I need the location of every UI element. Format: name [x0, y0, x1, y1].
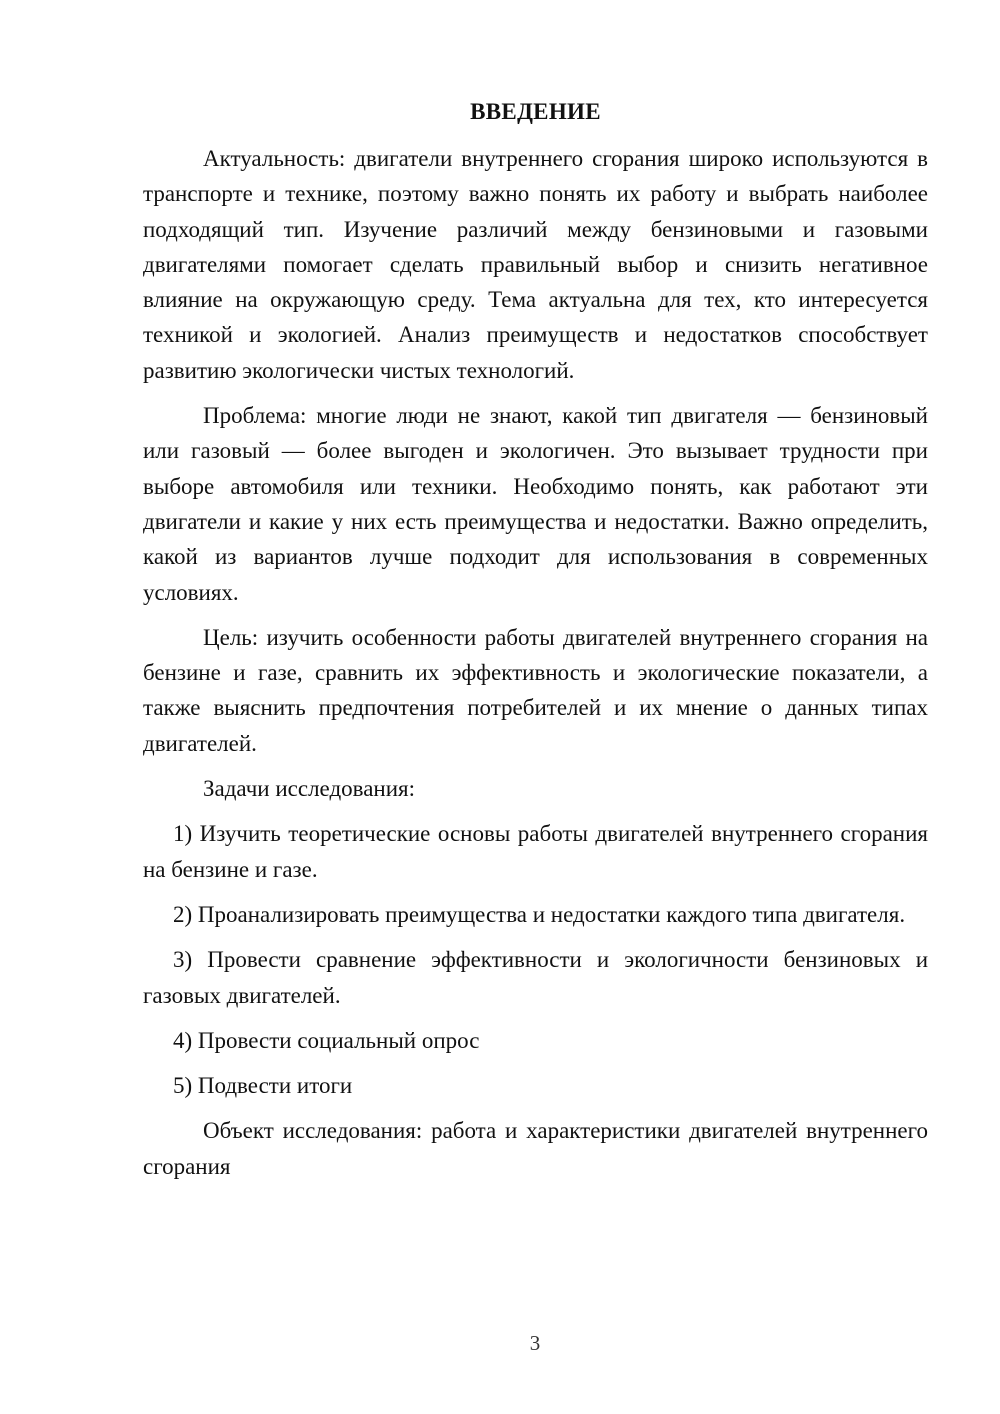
paragraph-object: Объект исследования: работа и характеристики двигателей внутреннего сгорания — [143, 1118, 928, 1179]
list-item-task-2: 2) Проанализировать преимущества и недостатки каждого типа двигателя. — [173, 901, 906, 927]
paragraph-problem: Проблема: многие люди не знают, какой тип двигателя — бензиновый или газовый — более выгоден и экологичен. Это вызывает трудности при выборе автомобиля или техники. Необходимо понять, как работают эти двигатели и какие у них есть преимущества и недостатки. Важно определить, какой из вариантов лучше подходит для использования в современных условиях. — [143, 403, 928, 605]
page-number: 3 — [529, 1331, 541, 1355]
paragraph-goal: Цель: изучить особенности работы двигателей внутреннего сгорания на бензине и газе, сравнить их эффективность и экологические показатели, а также выяснить предпочтения потребителей и их мнение о данных типах двигателей. — [143, 624, 928, 756]
tasks-list — [143, 816, 928, 1103]
list-item-task-5: 5) Подвести итоги — [173, 1073, 353, 1099]
document-page — [143, 94, 928, 1194]
list-item-task-1: 1) Изучить теоретические основы работы двигателей внутреннего сгорания на бензине и газе. — [143, 821, 928, 882]
paragraph-relevance: Актуальность: двигатели внутреннего сгорания широко используются в транспорте и технике, поэтому важно понять их работу и выбрать наиболее подходящий тип. Изучение различий между бензиновыми и газовыми двигателями помогает сделать правильный выбор и снизить негативное влияние на окружающую среду. Тема актуальна для тех, кто интересуется техникой и экологией. Анализ преимуществ и недостатков способствует развитию экологически чистых технологий. — [143, 146, 928, 383]
list-item-task-3: 3) Провести сравнение эффективности и экологичности бензиновых и газовых двигателей. — [143, 947, 928, 1008]
tasks-heading: Задачи исследования: — [203, 776, 416, 802]
list-item-task-4: 4) Провести социальный опрос — [173, 1027, 480, 1053]
section-title: ВВЕДЕНИЕ — [470, 99, 601, 124]
